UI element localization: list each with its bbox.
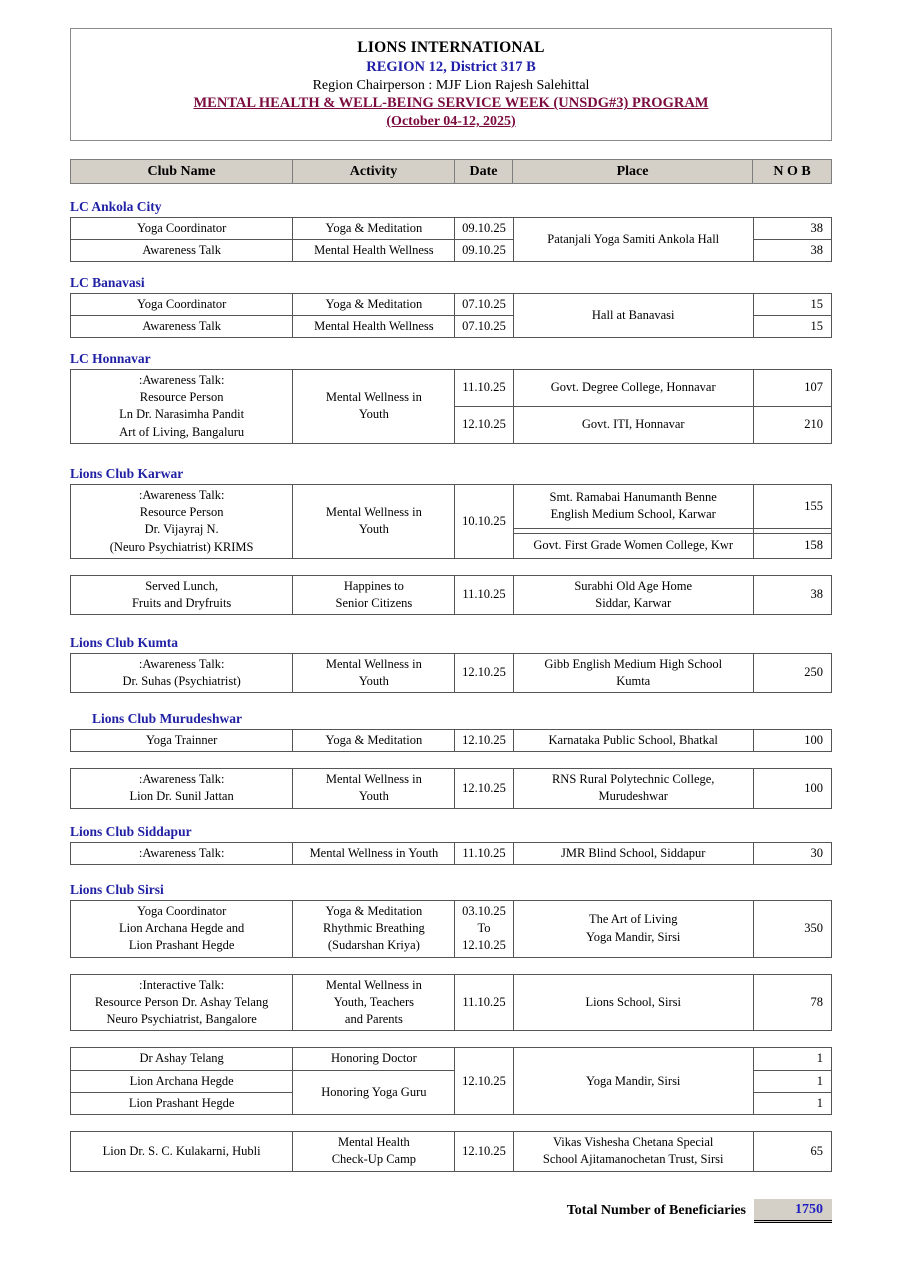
program-title: MENTAL HEALTH & WELL-BEING SERVICE WEEK (UNSDG#3) PROGRAM <box>193 95 709 112</box>
cell-place <box>513 575 753 615</box>
activity-table <box>70 842 832 865</box>
cell-nob: 155 <box>753 484 831 528</box>
table-row <box>71 1132 832 1172</box>
block-spacer <box>70 1031 832 1047</box>
club-section <box>70 883 832 1172</box>
cell-nob: 15 <box>753 316 831 338</box>
club-section <box>70 825 832 865</box>
cell-line: Yoga & Meditation <box>325 220 423 235</box>
cell-activity <box>293 900 455 957</box>
cell-line: Yoga Mandir, Sirsi <box>585 1073 681 1088</box>
cell-line: To <box>477 921 491 936</box>
cell-line: Kumta <box>616 674 651 689</box>
cell-date <box>455 900 513 957</box>
cell-line: Youth <box>358 789 389 804</box>
cell-date <box>455 1132 513 1172</box>
cell-line: and Parents <box>344 1012 403 1027</box>
cell-activity <box>293 217 455 239</box>
organization-title: LIONS INTERNATIONAL <box>357 39 545 57</box>
table-row <box>71 842 832 864</box>
cell-place <box>513 1048 753 1115</box>
cell-line: Dr Ashay Telang <box>139 1051 224 1066</box>
cell-place <box>513 769 753 809</box>
cell-activity <box>293 293 455 315</box>
cell-line: Mental Wellness in <box>325 772 422 787</box>
cell-place <box>513 534 753 559</box>
cell-line: 09.10.25 <box>462 243 506 258</box>
cell-line: Mental Wellness in <box>325 977 422 992</box>
cell-date <box>455 575 513 615</box>
table-row <box>71 484 832 528</box>
cell-nob: 38 <box>753 240 831 262</box>
program-dates: (October 04-12, 2025) <box>386 113 516 129</box>
club-section <box>70 467 832 615</box>
cell-nob: 210 <box>753 406 831 443</box>
cell-line: Senior Citizens <box>335 596 413 611</box>
cell-date <box>455 842 513 864</box>
cell-line: Patanjali Yoga Samiti Ankola Hall <box>547 231 720 246</box>
cell-activity <box>293 769 455 809</box>
cell-line: 12.10.25 <box>462 938 506 953</box>
cell-line: Youth, Teachers <box>333 994 415 1009</box>
table-row <box>71 1048 832 1070</box>
column-header-date: Date <box>455 160 513 183</box>
cell-activity <box>293 1048 455 1070</box>
cell-place <box>513 217 753 262</box>
cell-line: Gibb English Medium High School <box>544 656 723 671</box>
cell-nob: 65 <box>753 1132 831 1172</box>
cell-line: (Sudarshan Kriya) <box>327 938 420 953</box>
club-title: Lions Club Murudeshwar <box>92 711 243 726</box>
activity-table <box>70 1047 832 1115</box>
cell-line: Govt. Degree College, Honnavar <box>550 380 716 395</box>
cell-line: Govt. First Grade Women College, Kwr <box>533 538 734 553</box>
cell-line: Mental Wellness in <box>325 656 422 671</box>
cell-line: RNS Rural Polytechnic College, <box>551 772 715 787</box>
cell-club-name <box>71 293 293 315</box>
cell-line: Youth <box>358 674 389 689</box>
cell-line: Mental Health Wellness <box>314 319 434 334</box>
cell-place <box>513 484 753 528</box>
cell-line: (Neuro Psychiatrist) KRIMS <box>109 539 254 554</box>
table-row <box>71 653 832 693</box>
cell-date <box>455 729 513 751</box>
cell-line: Resource Person Dr. Ashay Telang <box>94 994 269 1009</box>
cell-line: 11.10.25 <box>462 845 506 860</box>
cell-line: Dr. Suhas (Psychiatrist) <box>122 674 241 689</box>
cell-club-name <box>71 217 293 239</box>
cell-line: English Medium School, Karwar <box>550 507 716 522</box>
chairperson-line: Region Chairperson : MJF Lion Rajesh Salehittal <box>312 77 590 93</box>
cell-line: 11.10.25 <box>462 587 506 602</box>
cell-line: Vikas Vishesha Chetana Special <box>553 1135 714 1150</box>
activity-table <box>70 484 832 559</box>
cell-line: Dr. Vijayraj N. <box>144 522 219 537</box>
cell-line: Honoring Yoga Guru <box>321 1084 427 1099</box>
cell-line: Lion Prashant Hegde <box>128 1095 235 1110</box>
cell-club-name <box>71 653 293 693</box>
cell-activity <box>293 842 455 864</box>
cell-line: Mental Health Wellness <box>314 243 434 258</box>
block-spacer <box>70 958 832 974</box>
table-row <box>71 369 832 406</box>
cell-line: 09.10.25 <box>462 220 506 235</box>
cell-place <box>513 369 753 406</box>
table-row <box>71 900 832 957</box>
cell-date <box>455 974 513 1031</box>
cell-line: 12.10.25 <box>462 1143 506 1158</box>
cell-line: :Interactive Talk: <box>138 977 225 992</box>
cell-line: 07.10.25 <box>462 296 506 311</box>
cell-nob: 30 <box>753 842 831 864</box>
table-row <box>71 769 832 809</box>
cell-line: :Awareness Talk: <box>138 372 225 387</box>
cell-line: Served Lunch, <box>145 578 219 593</box>
cell-nob: 100 <box>753 769 831 809</box>
cell-line: Lion Dr. Sunil Jattan <box>129 789 234 804</box>
activity-table <box>70 729 832 752</box>
cell-club-name <box>71 1092 293 1114</box>
cell-line: Resource Person <box>139 505 224 520</box>
cell-club-name <box>71 900 293 957</box>
table-row <box>71 217 832 239</box>
cell-line: Murudeshwar <box>598 789 668 804</box>
cell-nob: 100 <box>753 729 831 751</box>
cell-line: Yoga Trainner <box>145 732 218 747</box>
cell-date <box>455 240 513 262</box>
cell-nob: 1 <box>753 1048 831 1070</box>
cell-date <box>455 484 513 558</box>
cell-line: Fruits and Dryfruits <box>131 596 232 611</box>
cell-line: Hall at Banavasi <box>591 307 675 322</box>
cell-club-name <box>71 842 293 864</box>
cell-line: Yoga Mandir, Sirsi <box>585 929 681 944</box>
cell-line: The Art of Living <box>588 912 678 927</box>
cell-club-name <box>71 316 293 338</box>
cell-line: Smt. Ramabai Hanumanth Benne <box>549 489 717 504</box>
cell-club-name <box>71 769 293 809</box>
cell-line: 11.10.25 <box>462 380 506 395</box>
cell-club-name <box>71 1132 293 1172</box>
cell-date <box>455 1048 513 1115</box>
cell-nob: 78 <box>753 974 831 1031</box>
total-value: 1750 <box>754 1199 832 1223</box>
cell-club-name <box>71 729 293 751</box>
cell-line: Yoga & Meditation <box>325 296 423 311</box>
cell-club-name <box>71 974 293 1031</box>
cell-place <box>513 729 753 751</box>
block-spacer <box>70 1115 832 1131</box>
cell-place <box>513 406 753 443</box>
cell-line: Rhythmic Breathing <box>323 921 425 936</box>
cell-activity <box>293 369 455 443</box>
cell-line: Mental Wellness in <box>325 390 422 405</box>
cell-line: Youth <box>358 407 389 422</box>
activity-table <box>70 900 832 958</box>
cell-nob: 15 <box>753 293 831 315</box>
cell-line: Art of Living, Bangaluru <box>119 424 245 439</box>
cell-activity <box>293 1070 455 1115</box>
cell-line: JMR Blind School, Siddapur <box>560 845 706 860</box>
cell-date <box>455 293 513 315</box>
activity-table <box>70 653 832 694</box>
cell-line: Siddar, Karwar <box>595 596 672 611</box>
cell-club-name <box>71 484 293 558</box>
cell-date <box>455 406 513 443</box>
cell-line: Lions School, Sirsi <box>585 994 681 1009</box>
cell-activity <box>293 653 455 693</box>
table-row <box>71 293 832 315</box>
cell-activity <box>293 240 455 262</box>
cell-place <box>513 653 753 693</box>
cell-nob: 1 <box>753 1092 831 1114</box>
cell-line: 12.10.25 <box>462 732 506 747</box>
cell-line: :Awareness Talk: <box>138 845 225 860</box>
cell-line: Lion Dr. S. C. Kulakarni, Hubli <box>102 1143 261 1158</box>
activity-table <box>70 217 832 263</box>
cell-line: Check-Up Camp <box>331 1152 417 1167</box>
club-section <box>70 276 832 338</box>
club-section <box>70 352 832 444</box>
club-title: LC Ankola City <box>70 199 162 214</box>
cell-nob: 350 <box>753 900 831 957</box>
club-title: LC Honnavar <box>70 351 151 366</box>
cell-club-name <box>71 240 293 262</box>
block-spacer <box>70 559 832 575</box>
activity-table <box>70 293 832 339</box>
total-row <box>70 1199 832 1223</box>
cell-place <box>513 293 753 338</box>
document-header <box>70 28 832 141</box>
cell-line: Awareness Talk <box>142 243 221 258</box>
cell-line: Neuro Psychiatrist, Bangalore <box>106 1012 257 1027</box>
cell-nob: 107 <box>753 369 831 406</box>
column-header-place: Place <box>513 160 753 183</box>
cell-line: Yoga Coordinator <box>136 296 227 311</box>
activity-table <box>70 369 832 444</box>
club-title: Lions Club Karwar <box>70 466 184 481</box>
cell-line: Karnataka Public School, Bhatkal <box>548 732 718 747</box>
club-section <box>70 636 832 693</box>
column-header-club-name: Club Name <box>71 160 293 183</box>
club-title: LC Banavasi <box>70 275 145 290</box>
cell-line: 12.10.25 <box>462 1073 506 1088</box>
cell-place <box>513 900 753 957</box>
cell-activity <box>293 484 455 558</box>
cell-line: 11.10.25 <box>462 994 506 1009</box>
cell-line: Honoring Doctor <box>331 1051 417 1066</box>
cell-activity <box>293 316 455 338</box>
cell-date <box>455 653 513 693</box>
cell-line: Resource Person <box>139 390 224 405</box>
activity-table <box>70 575 832 616</box>
cell-line: Surabhi Old Age Home <box>574 578 693 593</box>
total-label: Total Number of Beneficiaries <box>566 1203 746 1218</box>
table-row <box>71 729 832 751</box>
cell-line: :Awareness Talk: <box>138 656 225 671</box>
club-title: Lions Club Kumta <box>70 635 179 650</box>
club-section <box>70 712 832 809</box>
cell-line: Youth <box>358 522 389 537</box>
cell-place <box>513 1132 753 1172</box>
cell-line: 12.10.25 <box>462 417 506 432</box>
cell-line: Lion Prashant Hegde <box>128 938 235 953</box>
region-subtitle: REGION 12, District 317 B <box>366 58 536 75</box>
cell-nob: 158 <box>753 534 831 559</box>
club-section <box>70 200 832 262</box>
cell-line: School Ajitamanochetan Trust, Sirsi <box>542 1152 724 1167</box>
cell-date <box>455 769 513 809</box>
club-title: Lions Club Sirsi <box>70 882 164 897</box>
cell-line: Happines to <box>343 578 404 593</box>
cell-line: 07.10.25 <box>462 319 506 334</box>
cell-nob: 1 <box>753 1070 831 1092</box>
cell-line: :Awareness Talk: <box>138 772 225 787</box>
cell-line: 12.10.25 <box>462 780 506 795</box>
cell-line: Mental Wellness in <box>325 505 422 520</box>
activity-table <box>70 768 832 809</box>
activity-table <box>70 1131 832 1172</box>
cell-line: Lion Archana Hegde <box>129 1073 234 1088</box>
cell-club-name <box>71 575 293 615</box>
cell-line: Awareness Talk <box>142 319 221 334</box>
cell-club-name <box>71 1070 293 1092</box>
cell-line: Mental Wellness in Youth <box>309 845 439 860</box>
table-row <box>71 575 832 615</box>
cell-line: Lion Archana Hegde and <box>118 921 245 936</box>
cell-line: :Awareness Talk: <box>138 487 225 502</box>
cell-activity <box>293 974 455 1031</box>
cell-date <box>455 369 513 406</box>
activity-table <box>70 974 832 1032</box>
cell-place <box>513 842 753 864</box>
cell-line: Yoga Coordinator <box>136 903 227 918</box>
cell-line: Ln Dr. Narasimha Pandit <box>119 407 245 422</box>
cell-line: 12.10.25 <box>462 665 506 680</box>
column-header-activity: Activity <box>293 160 455 183</box>
cell-line: Govt. ITI, Honnavar <box>581 417 685 432</box>
cell-line: Yoga & Meditation <box>325 903 423 918</box>
cell-club-name <box>71 369 293 443</box>
cell-club-name <box>71 1048 293 1070</box>
cell-nob: 38 <box>753 575 831 615</box>
cell-place <box>513 974 753 1031</box>
cell-date <box>455 316 513 338</box>
cell-line: Mental Health <box>337 1135 410 1150</box>
cell-activity <box>293 729 455 751</box>
cell-activity <box>293 575 455 615</box>
table-column-headers <box>70 159 832 184</box>
cell-line: Yoga & Meditation <box>325 732 423 747</box>
cell-nob: 250 <box>753 653 831 693</box>
block-spacer <box>70 752 832 768</box>
cell-nob: 38 <box>753 217 831 239</box>
cell-line: 03.10.25 <box>462 903 506 918</box>
cell-line: Yoga Coordinator <box>136 220 227 235</box>
cell-activity <box>293 1132 455 1172</box>
column-header-nob: N O B <box>773 163 811 179</box>
cell-date <box>455 217 513 239</box>
cell-line: 10.10.25 <box>462 513 506 528</box>
table-row <box>71 974 832 1031</box>
club-title: Lions Club Siddapur <box>70 824 192 839</box>
